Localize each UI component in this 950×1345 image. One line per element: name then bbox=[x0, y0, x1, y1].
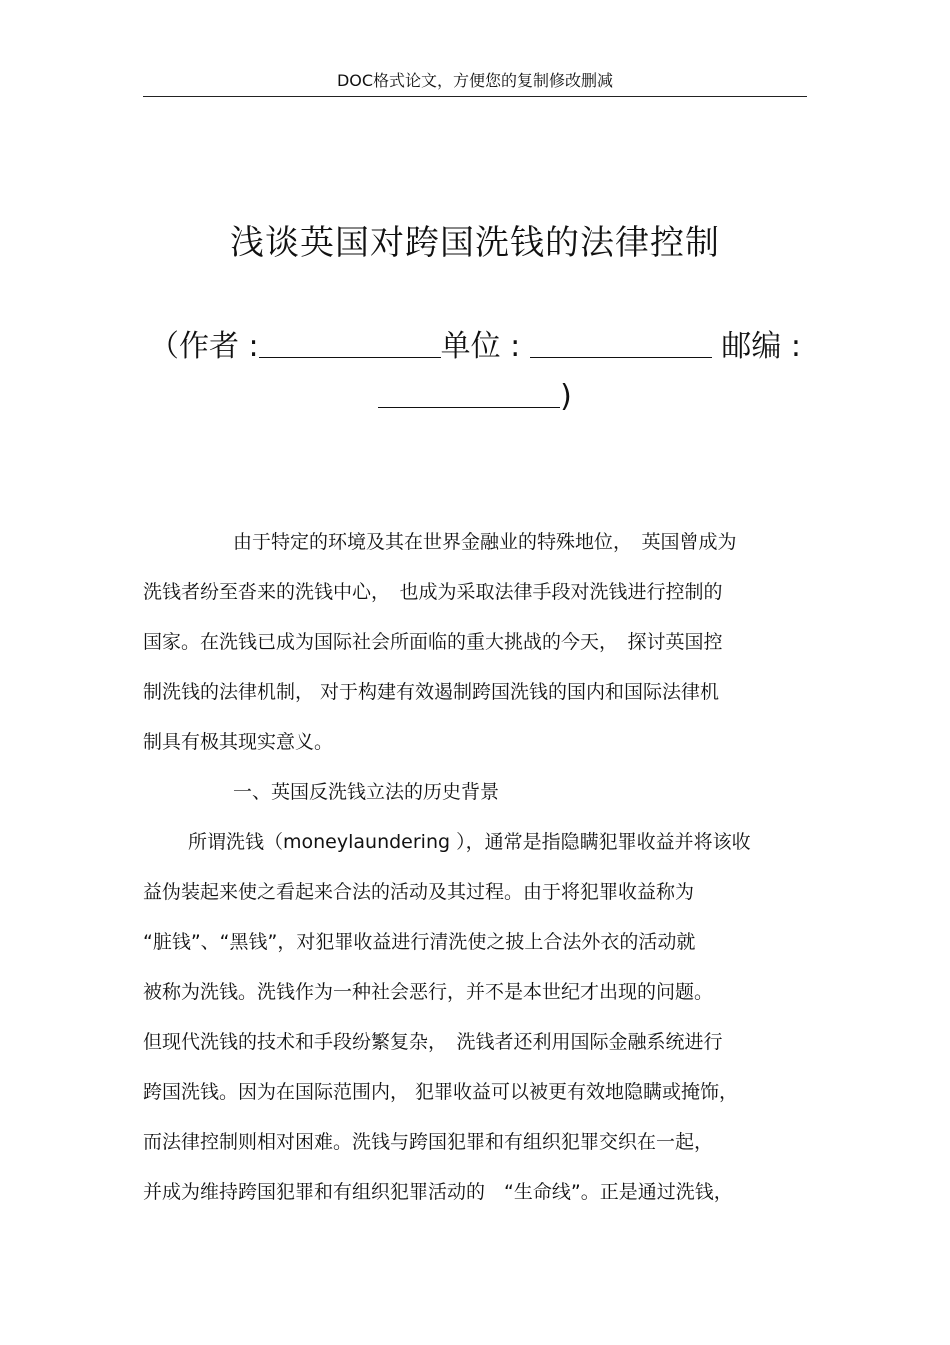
postcode-blank bbox=[378, 377, 560, 408]
byline bbox=[143, 322, 807, 372]
header-divider bbox=[143, 96, 807, 97]
body-line: “脏钱”、“黑钱”，对犯罪收益进行清洗使之披上合法外衣的活动就 bbox=[143, 931, 696, 953]
page-header: DOC格式论文，方便您的复制修改删减 bbox=[336, 71, 614, 90]
close-paren: ) bbox=[560, 379, 572, 414]
body-line: 但现代洗钱的技术和手段纷繁复杂， 洗钱者还利用国际金融系统进行 bbox=[143, 1031, 723, 1053]
body-line: 制洗钱的法律机制， 对于构建有效遏制跨国洗钱的国内和国际法律机 bbox=[143, 681, 720, 703]
body-line: 由于特定的环境及其在世界金融业的特殊地位， 英国曾成为 bbox=[233, 531, 737, 553]
body-line: 而法律控制则相对困难。洗钱与跨国犯罪和有组织犯罪交织在一起， bbox=[143, 1131, 714, 1153]
author-label: （作者 : bbox=[148, 329, 259, 364]
body-line: 制具有极其现实意义。 bbox=[143, 731, 334, 753]
body-line: 国家。在洗钱已成为国际社会所面临的重大挑战的今天， 探讨英国控 bbox=[143, 631, 723, 653]
document-title: 浅谈英国对跨国洗钱的法律控制 bbox=[230, 223, 720, 263]
body-line: 被称为洗钱。洗钱作为一种社会恶行，并不是本世纪才出现的问题。 bbox=[143, 981, 714, 1003]
unit-label: 单位 : bbox=[440, 329, 521, 364]
postcode-label: 邮编 : bbox=[721, 329, 802, 364]
body-line: 跨国洗钱。因为在国际范围内， 犯罪收益可以被更有效地隐瞒或掩饰， bbox=[143, 1081, 739, 1103]
body-line: 并成为维持跨国犯罪和有组织犯罪活动的 “生命线”。正是通过洗钱， bbox=[143, 1181, 733, 1203]
body-line: 洗钱者纷至沓来的洗钱中心， 也成为采取法律手段对洗钱进行控制的 bbox=[143, 581, 723, 603]
body-line: 所谓洗钱（moneylaundering ），通常是指隐瞒犯罪收益并将该收 bbox=[188, 831, 751, 853]
author-blank bbox=[259, 327, 441, 358]
section-heading: 一、英国反洗钱立法的历史背景 bbox=[233, 781, 500, 803]
byline-continued bbox=[143, 372, 807, 422]
unit-blank bbox=[530, 327, 712, 358]
body-line: 益伪装起来使之看起来合法的活动及其过程。由于将犯罪收益称为 bbox=[143, 881, 695, 903]
